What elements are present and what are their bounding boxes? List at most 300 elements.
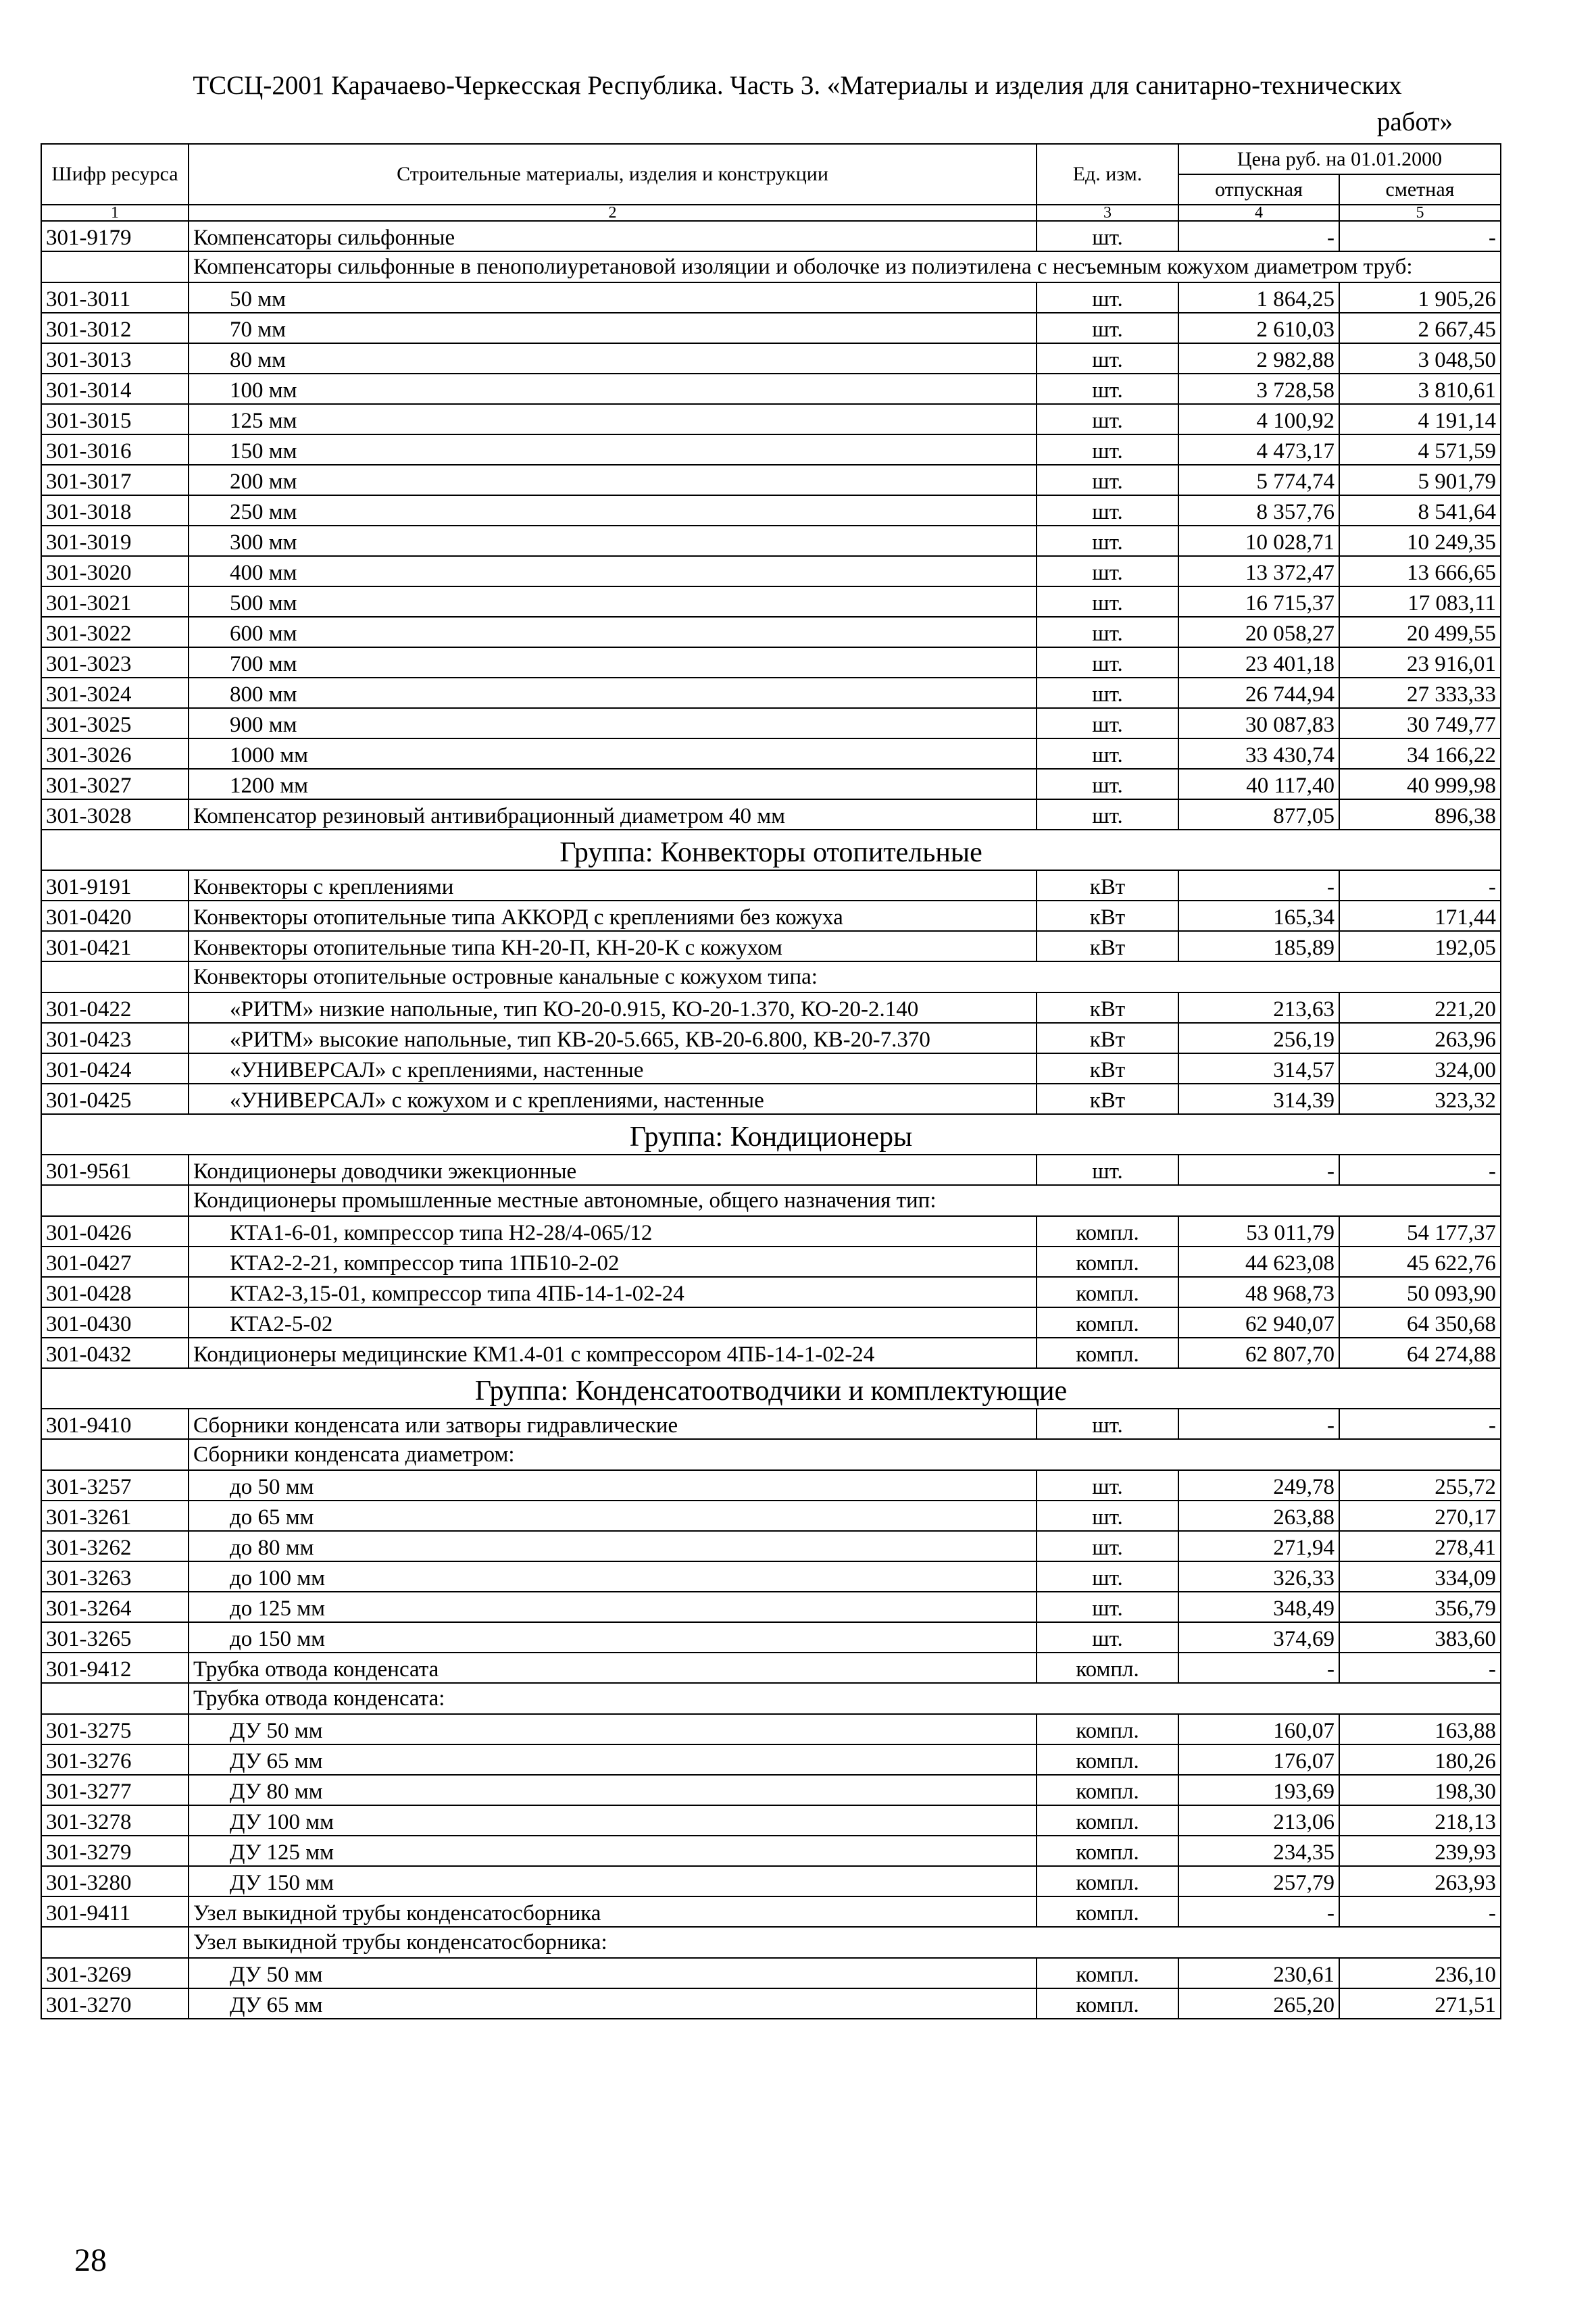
release-price: 1 864,25 — [1178, 282, 1339, 313]
resource-code: 301-0421 — [41, 931, 189, 961]
item-name: «УНИВЕРСАЛ» с креплениями, настенные — [189, 1053, 1037, 1084]
resource-code: 301-3024 — [41, 678, 189, 708]
estimate-price: 23 916,01 — [1339, 647, 1501, 678]
estimate-price: 171,44 — [1339, 901, 1501, 931]
unit-cell: шт. — [1037, 738, 1178, 769]
table-row — [41, 1501, 1501, 1531]
estimate-price: 34 166,22 — [1339, 738, 1501, 769]
item-name: ДУ 65 мм — [189, 1744, 1037, 1775]
col-number-2: 2 — [189, 205, 1037, 221]
resource-code: 301-3262 — [41, 1531, 189, 1561]
table-row — [41, 1896, 1501, 1927]
resource-code: 301-3017 — [41, 465, 189, 495]
release-price: 271,94 — [1178, 1531, 1339, 1561]
estimate-price: 263,96 — [1339, 1023, 1501, 1053]
unit-cell: компл. — [1037, 1775, 1178, 1805]
release-price: 160,07 — [1178, 1714, 1339, 1744]
estimate-price: 30 749,77 — [1339, 708, 1501, 738]
table-row — [41, 1409, 1501, 1439]
release-price: 3 728,58 — [1178, 374, 1339, 404]
empty-code-cell — [41, 1439, 189, 1470]
resource-code: 301-3020 — [41, 556, 189, 586]
unit-cell: шт. — [1037, 1470, 1178, 1501]
table-row — [41, 901, 1501, 931]
resource-code: 301-3263 — [41, 1561, 189, 1592]
table-row — [41, 1053, 1501, 1084]
table-row — [41, 1805, 1501, 1836]
item-name: Компенсатор резиновый антивибрационный диаметром 40 мм — [189, 799, 1037, 830]
table-row — [41, 931, 1501, 961]
table-body — [41, 221, 1501, 2019]
item-name: до 80 мм — [189, 1531, 1037, 1561]
item-name: 500 мм — [189, 586, 1037, 617]
subheading-text: Узел выкидной трубы конденсатосборника: — [189, 1927, 1501, 1958]
subheading-text: Сборники конденсата диаметром: — [189, 1439, 1501, 1470]
subheading-row — [41, 1439, 1501, 1470]
unit-cell: компл. — [1037, 1805, 1178, 1836]
group-row — [41, 830, 1501, 870]
resource-code: 301-3025 — [41, 708, 189, 738]
group-row — [41, 1114, 1501, 1155]
estimate-price: 17 083,11 — [1339, 586, 1501, 617]
unit-cell: шт. — [1037, 586, 1178, 617]
estimate-price: 255,72 — [1339, 1470, 1501, 1501]
estimate-price: 896,38 — [1339, 799, 1501, 830]
unit-cell: шт. — [1037, 374, 1178, 404]
item-name: до 65 мм — [189, 1501, 1037, 1531]
item-name: Компенсаторы сильфонные — [189, 221, 1037, 251]
resource-code: 301-0423 — [41, 1023, 189, 1053]
table-row — [41, 1653, 1501, 1683]
subheading-text: Компенсаторы сильфонные в пенополиуретановой изоляции и оболочке из полиэтилена с несъемным кожухом диаметром труб: — [189, 251, 1501, 282]
unit-cell: кВт — [1037, 870, 1178, 901]
item-name: ДУ 50 мм — [189, 1714, 1037, 1744]
table-row — [41, 1561, 1501, 1592]
group-title: Группа: Кондиционеры — [41, 1114, 1501, 1155]
unit-cell: компл. — [1037, 1714, 1178, 1744]
estimate-price: 263,93 — [1339, 1866, 1501, 1896]
table-row — [41, 769, 1501, 799]
resource-code: 301-9411 — [41, 1896, 189, 1927]
table-row — [41, 434, 1501, 465]
table-row — [41, 1714, 1501, 1744]
table-row — [41, 221, 1501, 251]
release-price: - — [1178, 1896, 1339, 1927]
unit-cell: шт. — [1037, 1561, 1178, 1592]
resource-code: 301-3018 — [41, 495, 189, 526]
resource-code: 301-0428 — [41, 1277, 189, 1307]
release-price: 8 357,76 — [1178, 495, 1339, 526]
item-name: Конвекторы отопительные типа АККОРД с креплениями без кожуха — [189, 901, 1037, 931]
resource-code: 301-0432 — [41, 1338, 189, 1368]
col-header-code: Шифр ресурса — [41, 144, 189, 205]
table-row — [41, 1866, 1501, 1896]
unit-cell: шт. — [1037, 799, 1178, 830]
estimate-price: 40 999,98 — [1339, 769, 1501, 799]
col-number-1: 1 — [41, 205, 189, 221]
group-title: Группа: Конденсатоотводчики и комплектующие — [41, 1368, 1501, 1409]
table-row — [41, 1307, 1501, 1338]
item-name: 100 мм — [189, 374, 1037, 404]
table-row — [41, 282, 1501, 313]
item-name: 80 мм — [189, 343, 1037, 374]
resource-code: 301-3257 — [41, 1470, 189, 1501]
item-name: «РИТМ» высокие напольные, тип КВ-20-5.665, КВ-20-6.800, КВ-20-7.370 — [189, 1023, 1037, 1053]
unit-cell: шт. — [1037, 465, 1178, 495]
item-name: Сборники конденсата или затворы гидравлические — [189, 1409, 1037, 1439]
group-title: Группа: Конвекторы отопительные — [41, 830, 1501, 870]
estimate-price: 54 177,37 — [1339, 1216, 1501, 1247]
table-row — [41, 374, 1501, 404]
unit-cell: компл. — [1037, 1744, 1178, 1775]
release-price: 2 982,88 — [1178, 343, 1339, 374]
item-name: 900 мм — [189, 708, 1037, 738]
table-row — [41, 647, 1501, 678]
unit-cell: шт. — [1037, 708, 1178, 738]
estimate-price: 236,10 — [1339, 1958, 1501, 1988]
estimate-price: - — [1339, 1896, 1501, 1927]
table-row — [41, 678, 1501, 708]
estimate-price: 239,93 — [1339, 1836, 1501, 1866]
resource-code: 301-3022 — [41, 617, 189, 647]
unit-cell: шт. — [1037, 495, 1178, 526]
resource-code: 301-3014 — [41, 374, 189, 404]
item-name: ДУ 125 мм — [189, 1836, 1037, 1866]
resource-code: 301-3270 — [41, 1988, 189, 2019]
unit-cell: кВт — [1037, 992, 1178, 1023]
table-row — [41, 1958, 1501, 1988]
estimate-price: 2 667,45 — [1339, 313, 1501, 343]
price-table — [41, 143, 1501, 2019]
table-row — [41, 870, 1501, 901]
table-row — [41, 799, 1501, 830]
unit-cell: шт. — [1037, 282, 1178, 313]
resource-code: 301-3026 — [41, 738, 189, 769]
table-row — [41, 1531, 1501, 1561]
table-row — [41, 1622, 1501, 1653]
estimate-price: 334,09 — [1339, 1561, 1501, 1592]
col-header-release: отпускная — [1178, 174, 1339, 205]
item-name: КТА2-5-02 — [189, 1307, 1037, 1338]
release-price: 234,35 — [1178, 1836, 1339, 1866]
unit-cell: шт. — [1037, 647, 1178, 678]
release-price: 62 807,70 — [1178, 1338, 1339, 1368]
item-name: Конвекторы отопительные типа КН-20-П, КН-20-К с кожухом — [189, 931, 1037, 961]
table-row — [41, 992, 1501, 1023]
unit-cell: компл. — [1037, 1866, 1178, 1896]
unit-cell: компл. — [1037, 1247, 1178, 1277]
estimate-price: 4 571,59 — [1339, 434, 1501, 465]
unit-cell: компл. — [1037, 1216, 1178, 1247]
item-name: 125 мм — [189, 404, 1037, 434]
release-price: - — [1178, 1155, 1339, 1185]
release-price: 213,06 — [1178, 1805, 1339, 1836]
empty-code-cell — [41, 961, 189, 992]
release-price: - — [1178, 870, 1339, 901]
unit-cell: шт. — [1037, 1501, 1178, 1531]
item-name: Трубка отвода конденсата — [189, 1653, 1037, 1683]
unit-cell: шт. — [1037, 1409, 1178, 1439]
release-price: 193,69 — [1178, 1775, 1339, 1805]
unit-cell: кВт — [1037, 1053, 1178, 1084]
item-name: 600 мм — [189, 617, 1037, 647]
release-price: 33 430,74 — [1178, 738, 1339, 769]
unit-cell: шт. — [1037, 434, 1178, 465]
table-row — [41, 617, 1501, 647]
resource-code: 301-0420 — [41, 901, 189, 931]
release-price: 26 744,94 — [1178, 678, 1339, 708]
resource-code: 301-0426 — [41, 1216, 189, 1247]
subheading-text: Кондиционеры промышленные местные автономные, общего назначения тип: — [189, 1185, 1501, 1216]
unit-cell: шт. — [1037, 617, 1178, 647]
item-name: 700 мм — [189, 647, 1037, 678]
release-price: 48 968,73 — [1178, 1277, 1339, 1307]
table-row — [41, 586, 1501, 617]
estimate-price: 271,51 — [1339, 1988, 1501, 2019]
subheading-row — [41, 1185, 1501, 1216]
col-header-unit: Ед. изм. — [1037, 144, 1178, 205]
unit-cell: компл. — [1037, 1307, 1178, 1338]
resource-code: 301-3027 — [41, 769, 189, 799]
resource-code: 301-3028 — [41, 799, 189, 830]
unit-cell: компл. — [1037, 1958, 1178, 1988]
table-row — [41, 1247, 1501, 1277]
resource-code: 301-0427 — [41, 1247, 189, 1277]
release-price: 249,78 — [1178, 1470, 1339, 1501]
estimate-price: 221,20 — [1339, 992, 1501, 1023]
resource-code: 301-3269 — [41, 1958, 189, 1988]
resource-code: 301-0424 — [41, 1053, 189, 1084]
unit-cell: компл. — [1037, 1896, 1178, 1927]
item-name: КТА1-6-01, компрессор типа Н2-28/4-065/12 — [189, 1216, 1037, 1247]
item-name: 1200 мм — [189, 769, 1037, 799]
item-name: 50 мм — [189, 282, 1037, 313]
item-name: 150 мм — [189, 434, 1037, 465]
estimate-price: 5 901,79 — [1339, 465, 1501, 495]
document-header — [135, 68, 1460, 141]
subheading-text: Трубка отвода конденсата: — [189, 1683, 1501, 1714]
resource-code: 301-3012 — [41, 313, 189, 343]
release-price: 4 100,92 — [1178, 404, 1339, 434]
resource-code: 301-3019 — [41, 526, 189, 556]
estimate-price: 3 048,50 — [1339, 343, 1501, 374]
resource-code: 301-3021 — [41, 586, 189, 617]
resource-code: 301-3277 — [41, 1775, 189, 1805]
table-row — [41, 1155, 1501, 1185]
table-row — [41, 1084, 1501, 1114]
item-name: Кондиционеры доводчики эжекционные — [189, 1155, 1037, 1185]
item-name: Конвекторы с креплениями — [189, 870, 1037, 901]
item-name: ДУ 80 мм — [189, 1775, 1037, 1805]
estimate-price: 198,30 — [1339, 1775, 1501, 1805]
table-row — [41, 1592, 1501, 1622]
release-price: 10 028,71 — [1178, 526, 1339, 556]
table-row — [41, 1836, 1501, 1866]
item-name: ДУ 50 мм — [189, 1958, 1037, 1988]
resource-code: 301-3265 — [41, 1622, 189, 1653]
estimate-price: 180,26 — [1339, 1744, 1501, 1775]
table-row — [41, 1216, 1501, 1247]
unit-cell: кВт — [1037, 931, 1178, 961]
estimate-price: - — [1339, 221, 1501, 251]
empty-code-cell — [41, 251, 189, 282]
release-price: 257,79 — [1178, 1866, 1339, 1896]
resource-code: 301-3275 — [41, 1714, 189, 1744]
item-name: 800 мм — [189, 678, 1037, 708]
header-line-2: работ» — [1376, 107, 1453, 136]
item-name: 250 мм — [189, 495, 1037, 526]
release-price: 5 774,74 — [1178, 465, 1339, 495]
group-row — [41, 1368, 1501, 1409]
col-header-name: Строительные материалы, изделия и конструкции — [189, 144, 1037, 205]
table-row — [41, 1023, 1501, 1053]
release-price: 348,49 — [1178, 1592, 1339, 1622]
release-price: 314,39 — [1178, 1084, 1339, 1114]
unit-cell: компл. — [1037, 1653, 1178, 1683]
estimate-price: 1 905,26 — [1339, 282, 1501, 313]
release-price: 30 087,83 — [1178, 708, 1339, 738]
item-name: 70 мм — [189, 313, 1037, 343]
unit-cell: кВт — [1037, 1084, 1178, 1114]
release-price: 23 401,18 — [1178, 647, 1339, 678]
item-name: до 150 мм — [189, 1622, 1037, 1653]
unit-cell: шт. — [1037, 313, 1178, 343]
table-row — [41, 708, 1501, 738]
release-price: 877,05 — [1178, 799, 1339, 830]
subheading-row — [41, 961, 1501, 992]
release-price: 13 372,47 — [1178, 556, 1339, 586]
estimate-price: 13 666,65 — [1339, 556, 1501, 586]
release-price: 4 473,17 — [1178, 434, 1339, 465]
unit-cell: шт. — [1037, 221, 1178, 251]
unit-cell: шт. — [1037, 1622, 1178, 1653]
estimate-price: 50 093,90 — [1339, 1277, 1501, 1307]
table-row — [41, 1470, 1501, 1501]
item-name: 200 мм — [189, 465, 1037, 495]
estimate-price: 10 249,35 — [1339, 526, 1501, 556]
item-name: «РИТМ» низкие напольные, тип КО-20-0.915, КО-20-1.370, КО-20-2.140 — [189, 992, 1037, 1023]
estimate-price: 356,79 — [1339, 1592, 1501, 1622]
resource-code: 301-3016 — [41, 434, 189, 465]
estimate-price: 45 622,76 — [1339, 1247, 1501, 1277]
unit-cell: шт. — [1037, 556, 1178, 586]
empty-code-cell — [41, 1683, 189, 1714]
item-name: до 100 мм — [189, 1561, 1037, 1592]
item-name: до 125 мм — [189, 1592, 1037, 1622]
subheading-text: Конвекторы отопительные островные канальные с кожухом типа: — [189, 961, 1501, 992]
release-price: - — [1178, 1653, 1339, 1683]
item-name: 1000 мм — [189, 738, 1037, 769]
col-header-estimate: сметная — [1339, 174, 1501, 205]
unit-cell: компл. — [1037, 1338, 1178, 1368]
release-price: 314,57 — [1178, 1053, 1339, 1084]
unit-cell: шт. — [1037, 343, 1178, 374]
release-price: 230,61 — [1178, 1958, 1339, 1988]
unit-cell: шт. — [1037, 526, 1178, 556]
item-name: «УНИВЕРСАЛ» с кожухом и с креплениями, настенные — [189, 1084, 1037, 1114]
release-price: 16 715,37 — [1178, 586, 1339, 617]
unit-cell: компл. — [1037, 1277, 1178, 1307]
table-row — [41, 738, 1501, 769]
release-price: 165,34 — [1178, 901, 1339, 931]
release-price: 263,88 — [1178, 1501, 1339, 1531]
empty-code-cell — [41, 1185, 189, 1216]
resource-code: 301-0430 — [41, 1307, 189, 1338]
release-price: 265,20 — [1178, 1988, 1339, 2019]
release-price: 185,89 — [1178, 931, 1339, 961]
subheading-row — [41, 251, 1501, 282]
subheading-row — [41, 1927, 1501, 1958]
release-price: - — [1178, 1409, 1339, 1439]
resource-code: 301-3015 — [41, 404, 189, 434]
release-price: 40 117,40 — [1178, 769, 1339, 799]
item-name: 400 мм — [189, 556, 1037, 586]
estimate-price: 383,60 — [1339, 1622, 1501, 1653]
resource-code: 301-0425 — [41, 1084, 189, 1114]
estimate-price: 3 810,61 — [1339, 374, 1501, 404]
estimate-price: 27 333,33 — [1339, 678, 1501, 708]
release-price: 326,33 — [1178, 1561, 1339, 1592]
item-name: КТА2-3,15-01, компрессор типа 4ПБ-14-1-02-24 — [189, 1277, 1037, 1307]
release-price: 374,69 — [1178, 1622, 1339, 1653]
col-header-price: Цена руб. на 01.01.2000 — [1178, 144, 1501, 174]
release-price: 213,63 — [1178, 992, 1339, 1023]
resource-code: 301-9412 — [41, 1653, 189, 1683]
table-row — [41, 1338, 1501, 1368]
unit-cell: шт. — [1037, 1531, 1178, 1561]
item-name: до 50 мм — [189, 1470, 1037, 1501]
item-name: Узел выкидной трубы конденсатосборника — [189, 1896, 1037, 1927]
item-name: 300 мм — [189, 526, 1037, 556]
resource-code: 301-3279 — [41, 1836, 189, 1866]
unit-cell: кВт — [1037, 901, 1178, 931]
page-number: 28 — [74, 2242, 107, 2278]
estimate-price: 64 274,88 — [1339, 1338, 1501, 1368]
table-row — [41, 1744, 1501, 1775]
unit-cell: шт. — [1037, 1592, 1178, 1622]
estimate-price: 192,05 — [1339, 931, 1501, 961]
resource-code: 301-3261 — [41, 1501, 189, 1531]
estimate-price: 20 499,55 — [1339, 617, 1501, 647]
release-price: 256,19 — [1178, 1023, 1339, 1053]
unit-cell: компл. — [1037, 1836, 1178, 1866]
estimate-price: 4 191,14 — [1339, 404, 1501, 434]
estimate-price: 278,41 — [1339, 1531, 1501, 1561]
empty-code-cell — [41, 1927, 189, 1958]
resource-code: 301-3013 — [41, 343, 189, 374]
table-row — [41, 526, 1501, 556]
item-name: ДУ 100 мм — [189, 1805, 1037, 1836]
release-price: 2 610,03 — [1178, 313, 1339, 343]
estimate-price: - — [1339, 870, 1501, 901]
unit-cell: шт. — [1037, 769, 1178, 799]
unit-cell: компл. — [1037, 1988, 1178, 2019]
resource-code: 301-3276 — [41, 1744, 189, 1775]
table-row — [41, 1988, 1501, 2019]
resource-code: 301-3278 — [41, 1805, 189, 1836]
estimate-price: 218,13 — [1339, 1805, 1501, 1836]
resource-code: 301-9410 — [41, 1409, 189, 1439]
table-row — [41, 465, 1501, 495]
estimate-price: 323,32 — [1339, 1084, 1501, 1114]
release-price: 62 940,07 — [1178, 1307, 1339, 1338]
item-name: ДУ 65 мм — [189, 1988, 1037, 2019]
table-row — [41, 313, 1501, 343]
resource-code: 301-3264 — [41, 1592, 189, 1622]
item-name: Кондиционеры медицинские КМ1.4-01 с компрессором 4ПБ-14-1-02-24 — [189, 1338, 1037, 1368]
table-row — [41, 343, 1501, 374]
item-name: ДУ 150 мм — [189, 1866, 1037, 1896]
